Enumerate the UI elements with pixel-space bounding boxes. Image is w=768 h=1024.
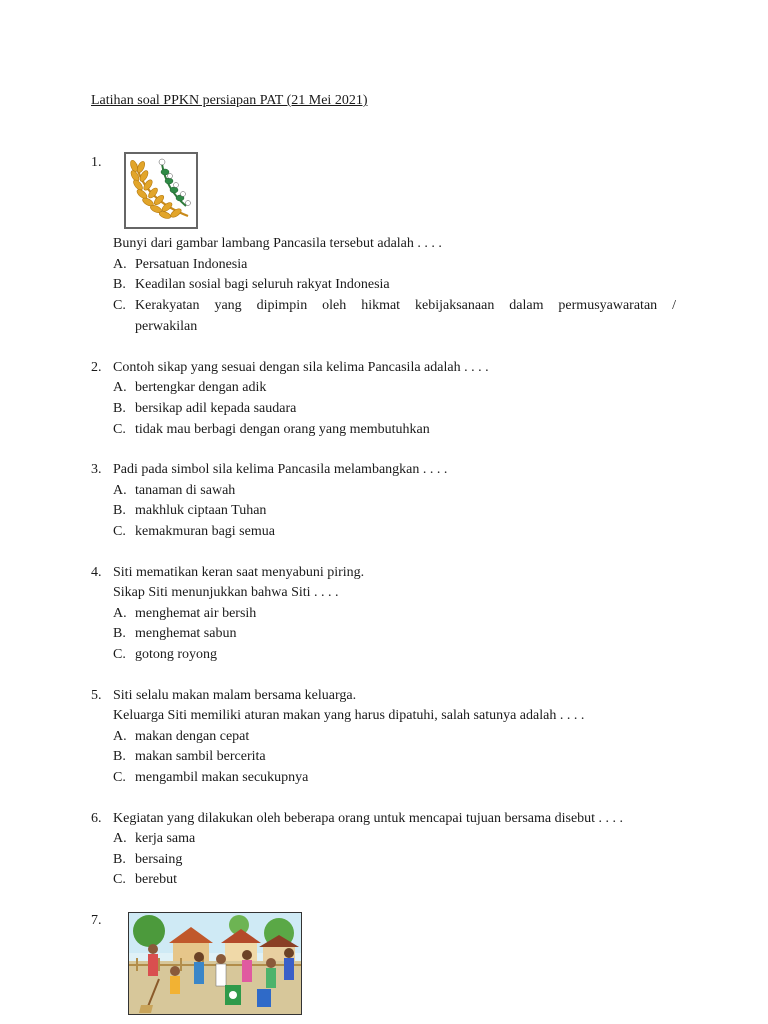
question-stem: Keluarga Siti memiliki aturan makan yang harus dipatuhi, salah satunya adalah . . . . [113,708,585,723]
answer-option[interactable] [113,647,217,663]
answer-option[interactable] [113,606,256,622]
option-text: Keadilan sosial bagi seluruh rakyat Indonesia [135,277,390,292]
option-letter: C. [113,524,126,539]
answer-option[interactable] [113,852,182,868]
option-text: tidak mau berbagi dengan orang yang membutuhkan [135,422,430,437]
option-text: tanaman di sawah [135,483,236,498]
option-letter: B. [113,749,126,764]
answer-option[interactable] [113,770,308,786]
option-letter: B. [113,503,126,518]
option-text: Persatuan Indonesia [135,257,248,272]
rice-cotton-icon [126,154,196,227]
option-letter: A. [113,729,127,744]
answer-option[interactable] [113,380,266,396]
answer-option[interactable] [113,503,266,519]
answer-option[interactable] [113,749,266,765]
option-letter: B. [113,401,126,416]
option-text: bersikap adil kepada saudara [135,401,297,416]
question-number: 5. [91,688,102,703]
option-text: makan sambil bercerita [135,749,266,764]
question-stem: Contoh sikap yang sesuai dengan sila kelima Pancasila adalah . . . . [113,360,489,375]
answer-option[interactable] [113,483,235,499]
answer-option[interactable] [113,831,195,847]
question-number: 6. [91,811,102,826]
answer-option[interactable] [113,401,296,417]
question-stem: Kegiatan yang dilakukan oleh beberapa orang untuk mencapai tujuan bersama disebut . . . . [113,811,624,826]
option-text: mengambil makan secukupnya [135,770,309,785]
community-cleanup-illustration [128,912,302,1015]
option-letter: C. [113,298,126,313]
option-text: menghemat air bersih [135,606,257,621]
answer-option[interactable] [113,422,430,438]
answer-option[interactable] [113,626,236,642]
option-letter: C. [113,770,126,785]
option-text: makan dengan cepat [135,729,250,744]
option-letter: C. [113,647,126,662]
option-text: Kerakyatan yang dipimpin oleh hikmat kebijaksanaan dalam permusyawaratan / [135,298,676,313]
option-text: bertengkar dengan adik [135,380,267,395]
answer-option[interactable] [113,257,247,273]
option-letter: A. [113,257,127,272]
padi-kapas-emblem-image [124,152,198,229]
answer-option[interactable] [113,298,135,314]
answer-option[interactable] [113,277,390,293]
question-stem: Padi pada simbol sila kelima Pancasila melambangkan . . . . [113,462,448,477]
people-working-together-icon [129,913,302,1015]
question-number: 3. [91,462,102,477]
question-number: 7. [91,913,102,928]
option-text-continuation: perwakilan [135,319,198,334]
answer-option[interactable] [113,524,275,540]
option-letter: B. [113,852,126,867]
question-number: 1. [91,155,102,170]
question-number: 2. [91,360,102,375]
option-text: menghemat sabun [135,626,237,641]
question-stem: Bunyi dari gambar lambang Pancasila tersebut adalah . . . . [113,236,442,251]
option-letter: C. [113,872,126,887]
option-text: makhluk ciptaan Tuhan [135,503,267,518]
question-number: 4. [91,565,102,580]
option-text: kemakmuran bagi semua [135,524,275,539]
question-stem: Siti mematikan keran saat menyabuni piring. [113,565,365,580]
option-letter: A. [113,380,127,395]
answer-option[interactable] [113,729,249,745]
option-letter: B. [113,277,126,292]
page-title: Latihan soal PPKN persiapan PAT (21 Mei 2021) [91,93,368,108]
option-text: gotong royong [135,647,218,662]
option-text: kerja sama [135,831,196,846]
question-stem: Siti selalu makan malam bersama keluarga. [113,688,357,703]
option-letter: A. [113,831,127,846]
question-stem: Sikap Siti menunjukkan bahwa Siti . . . . [113,585,339,600]
answer-option[interactable] [113,872,177,888]
option-text: berebut [135,872,177,887]
option-letter: C. [113,422,126,437]
option-text: bersaing [135,852,183,867]
option-letter: B. [113,626,126,641]
option-letter: A. [113,606,127,621]
option-letter: A. [113,483,127,498]
